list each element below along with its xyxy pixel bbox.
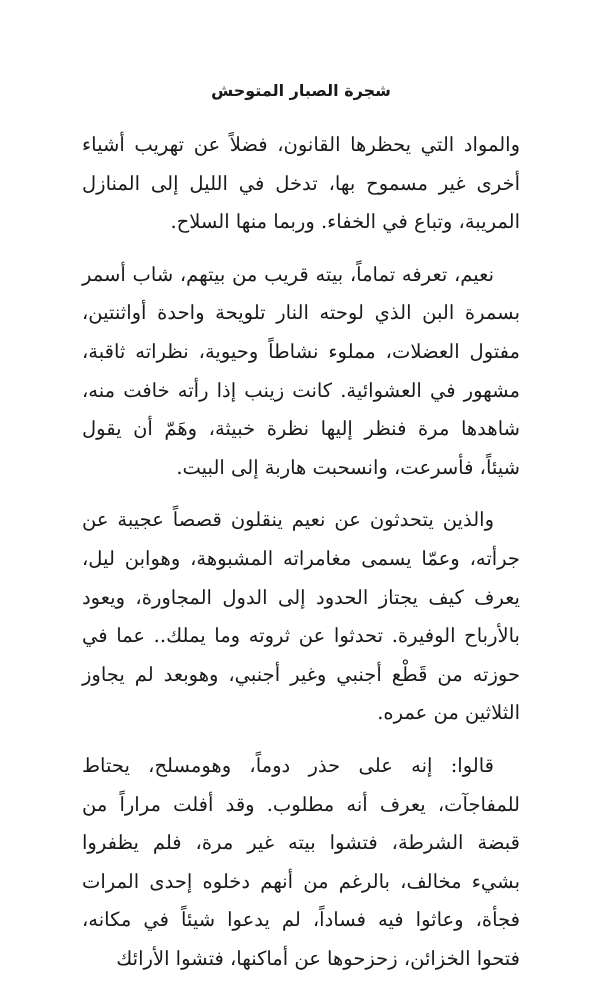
paragraph-4: قالوا: إنه على حذر دوماً، وهومسلح، يحتاط للمفاجآت، يعرف أنه مطلوب. وقد أفلت مراراً من قبضة الشرطة، فتشوا بيته غير مرة، فلم يظفروا بشيء مخالف، بالرغم من أنهم دخلوه إحدى المرات فجأة، وعاثوا فيه فساداً، لم يدعوا شيئاً في مكانه، فتحوا الخزائن، زحزحوها عن أماكنها، فتشوا الأرائك: [82, 753, 520, 970]
paragraph-1: والمواد التي يحظرها القانون، فضلاً عن تهريب أشياء أخرى غير مسموح بها، تدخل في الليل إلى المنازل المريبة، وتباع في الخفاء. وربما منها السلاح.: [82, 133, 520, 234]
paragraph-2: نعيم، تعرفه تماماً، بيته قريب من بيتهم، شاب أسمر بسمرة البن الذي لوحته النار تلويحة واحدة أواثنتين، مفتول العضلات، مملوء نشاطاً وحيوية، نظراته ثاقبة، مشهور في العشوائية. كانت زينب إذا رأته خافت منه، شاهدها مرة فنظر إليها نظرة خبيثة، وهَمّ أن يقول شيئاً، فأسرعت، وانسحبت هاربة إلى البيت.: [82, 262, 520, 479]
paragraph-3: والذين يتحدثون عن نعيم ينقلون قصصاً عجيبة عن جرأته، وعمّا يسمى مغامراته المشبوهة، وهوابن ليل، يعرف كيف يجتاز الحدود إلى الدول المجاورة، ويعود بالأرباح الوفيرة. تحدثوا عن ثروته وما يملك.. عما في حوزته من قَطْع أجنبي وغير أجنبي، وهوبعد لم يجاوز الثلاثين من عمره.: [82, 508, 520, 725]
running-header: شجرة الصبار المتوحش: [211, 81, 391, 100]
page-body: [82, 126, 520, 992]
